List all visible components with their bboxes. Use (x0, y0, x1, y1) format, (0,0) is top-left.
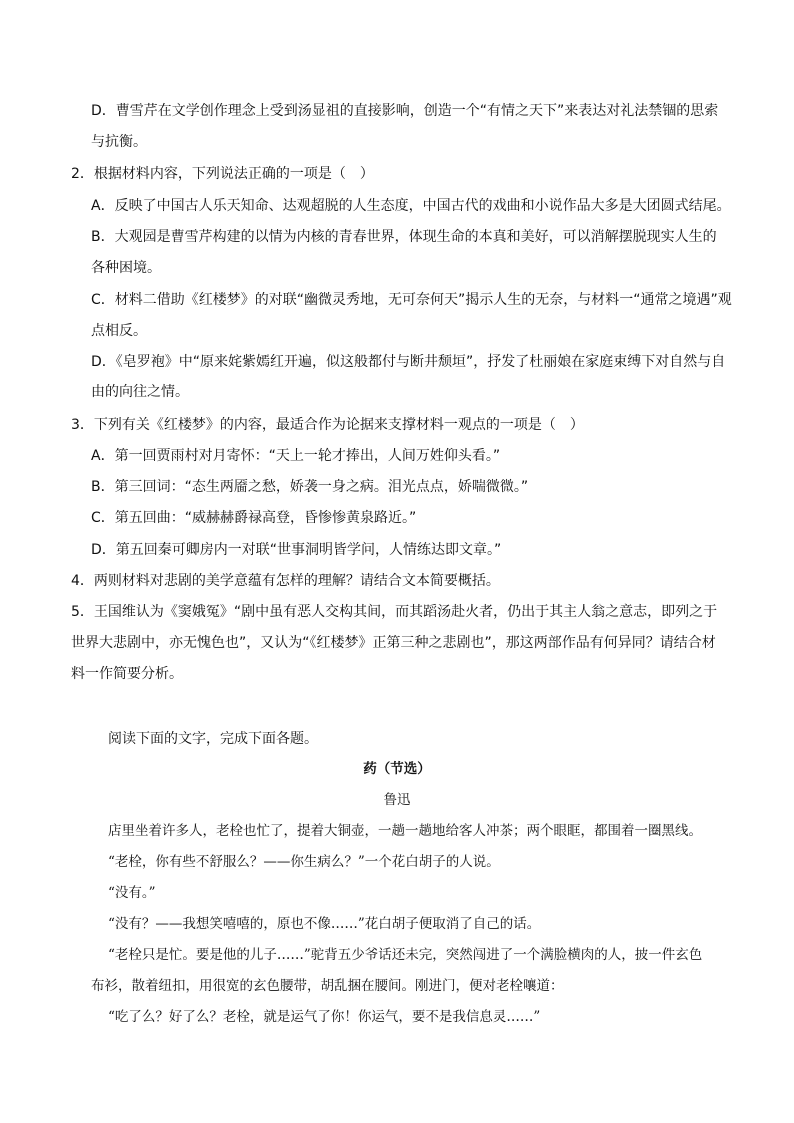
reading-paragraph: “吃了么？好了么？老栓，就是运气了你！你运气，要不是我信息灵……” (108, 1009, 541, 1025)
reading-paragraph: 店里坐着许多人，老栓也忙了，提着大铜壶，一趟一趟地给客人冲茶；两个眼眶，都围着一圈黑线。 (108, 823, 702, 839)
q2-option-b-line1: B．大观园是曹雪芹构建的以情为内核的青春世界，体现生命的本真和美好，可以消解摆脱现实人生的 (91, 229, 717, 245)
reading-paragraph: 布衫，散着纽扣，用很宽的玄色腰带，胡乱捆在腰间。刚进门，便对老栓嚷道： (91, 978, 564, 994)
reading-paragraph: “老栓，你有些不舒服么？——你生病么？”一个花白胡子的人说。 (108, 854, 500, 870)
q1-option-d-line2: 与抗衡。 (91, 134, 147, 150)
q3-option-a: A．第一回贾雨村对月寄怀：“天上一轮才捧出，人间万姓仰头看。” (91, 448, 501, 464)
q2-option-a: A．反映了中国古人乐天知命、达观超脱的人生态度，中国古代的戏曲和小说作品大多是大团圆式结尾。 (91, 198, 731, 214)
q4-stem: 4．两则材料对悲剧的美学意蕴有怎样的理解？请结合文本简要概括。 (71, 573, 500, 589)
reading-author: 鲁迅 (383, 792, 411, 808)
q3-stem: 3．下列有关《红楼梦》的内容，最适合作为论据来支撑材料一观点的一项是（ ） (71, 417, 584, 433)
q5-stem-line3: 料一作简要分析。 (71, 666, 183, 682)
reading-title: 药（节选） (363, 761, 431, 777)
q5-stem-line2: 世界大悲剧中，亦无愧色也”，又认为“《红楼梦》正第三种之悲剧也”，那这两部作品有何异同？请结合材 (71, 635, 716, 651)
reading-paragraph: “没有？——我想笑嘻嘻的，原也不像……”花白胡子便取消了自己的话。 (108, 916, 541, 932)
q2-option-c-line2: 点相反。 (91, 323, 147, 339)
q3-option-d: D．第五回秦可卿房内一对联“世事洞明皆学问，人情练达即文章。” (91, 542, 502, 558)
q1-option-d-line1: D．曹雪芹在文学创作理念上受到汤显祖的直接影响，创造一个“有情之天下”来表达对礼法禁锢的思索 (91, 103, 719, 119)
q2-option-d-line1: D．《皂罗袍》中“原来姹紫嫣红开遍，似这般都付与断井颓垣”，抒发了杜丽娘在家庭束缚下对自然与自 (91, 354, 726, 370)
q5-stem-line1: 5．王国维认为《窦娥冤》“剧中虽有恶人交构其间，而其蹈汤赴火者，仍出于其主人翁之意志，即列之于 (71, 604, 718, 620)
q3-option-c: C．第五回曲：“威赫赫爵禄高登，昏惨惨黄泉路近。” (91, 510, 417, 526)
reading-paragraph: “没有。” (108, 885, 156, 901)
q2-option-b-line2: 各种困境。 (91, 260, 161, 276)
q3-option-b: B．第三回词：“态生两靥之愁，娇袭一身之病。泪光点点，娇喘微微。” (91, 479, 529, 495)
reading-paragraph: “老栓只是忙。要是他的儿子……”驼背五少爷话还未完，突然闯进了一个满脸横肉的人，披一件玄色 (108, 947, 703, 963)
q2-option-c-line1: C．材料二借助《红楼梦》的对联“幽微灵秀地，无可奈何天”揭示人生的无奈，与材料一“通常之境遇”观 (91, 292, 732, 308)
q2-option-d-line2: 由的向往之情。 (91, 384, 189, 400)
reading-instruction: 阅读下面的文字，完成下面各题。 (108, 731, 318, 747)
q2-stem: 2．根据材料内容，下列说法正确的一项是（ ） (71, 166, 374, 182)
